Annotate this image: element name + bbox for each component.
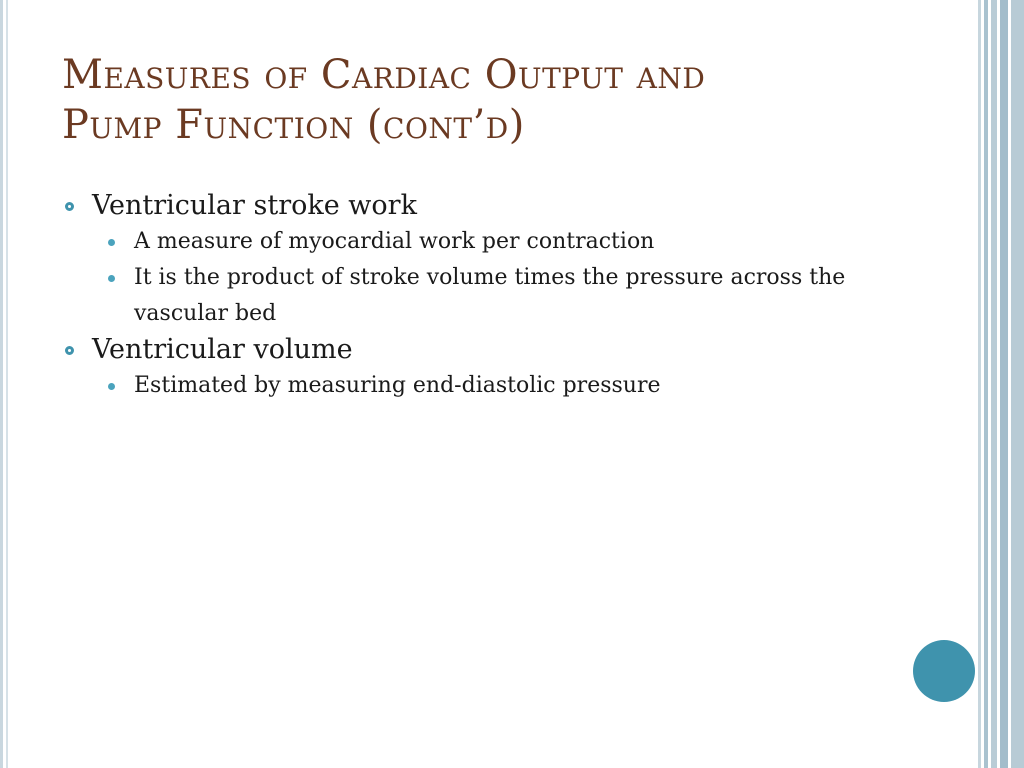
sub-bullet [62, 260, 912, 332]
sub-bullet-text: A measure of myocardial work per contraction [134, 229, 655, 254]
dot-bullet-icon [108, 275, 115, 282]
slide-content [62, 188, 912, 404]
left-border-stripe-inner [6, 0, 8, 768]
right-stripe-2 [984, 0, 988, 768]
title-line-1: Measures of Cardiac Output and [62, 52, 706, 98]
decorative-circle [913, 640, 975, 702]
right-stripe-1 [978, 0, 981, 768]
bullet-ventricular-stroke-work [62, 188, 912, 224]
sub-bullet [62, 368, 912, 404]
bullet-text: Ventricular volume [92, 334, 353, 365]
right-stripe-5 [1011, 0, 1024, 768]
dot-bullet-icon [108, 239, 115, 246]
bullet-ventricular-volume [62, 332, 912, 368]
sub-bullet-text: It is the product of stroke volume times the pressure across the vascular bed [134, 265, 846, 326]
ring-bullet-icon [65, 346, 74, 355]
ring-bullet-icon [65, 202, 74, 211]
dot-bullet-icon [108, 383, 115, 390]
slide-title [62, 50, 952, 150]
right-stripe-3 [991, 0, 997, 768]
right-stripe-4 [1000, 0, 1008, 768]
sub-bullet [62, 224, 912, 260]
title-line-2: Pump Function (cont’d) [62, 102, 525, 148]
sub-bullet-text: Estimated by measuring end-diastolic pressure [134, 373, 661, 398]
left-border-stripe [0, 0, 3, 768]
bullet-text: Ventricular stroke work [92, 190, 417, 221]
